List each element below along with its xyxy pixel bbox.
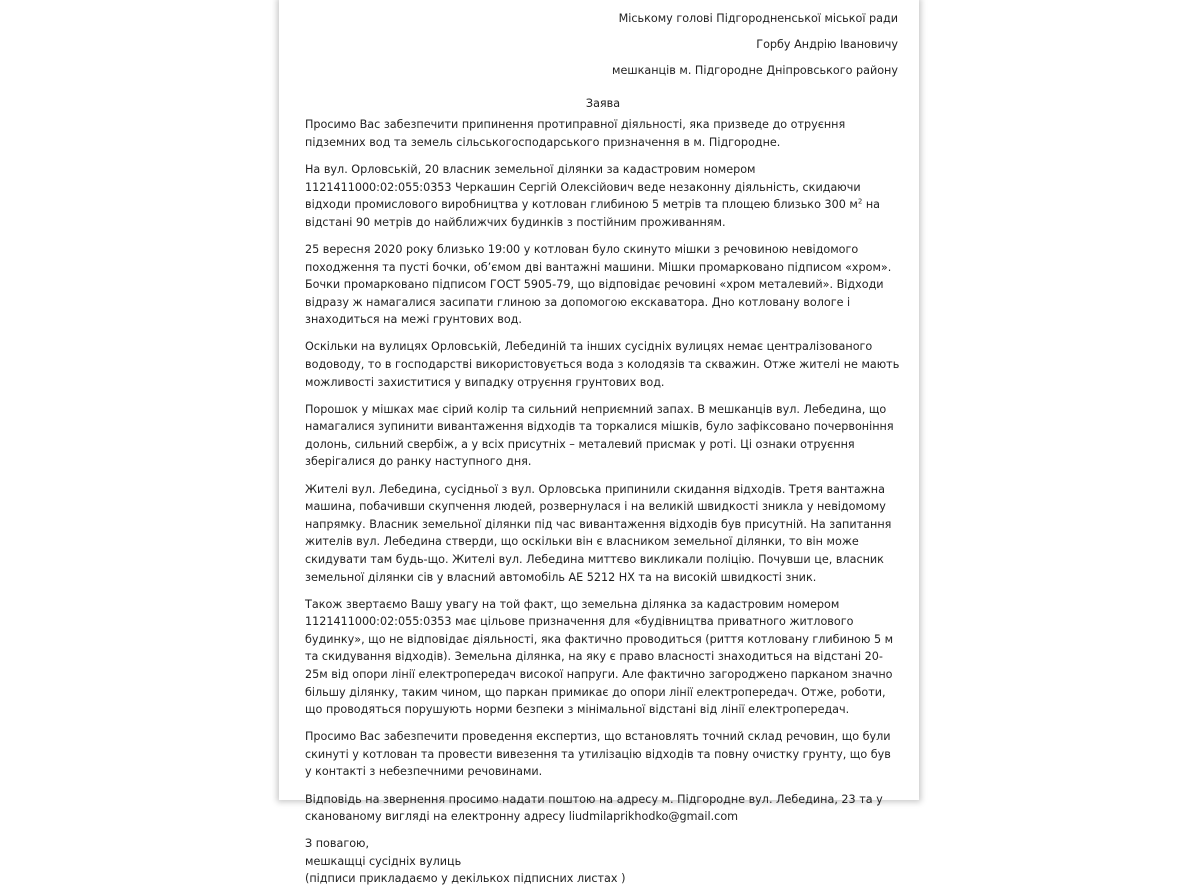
addressee-line-2: Горбу Андрію Івановичу bbox=[756, 38, 898, 52]
document-body bbox=[305, 10, 901, 888]
document-page bbox=[279, 0, 919, 886]
paragraph-expertise-request: Просимо Вас забезпечити проведення експертиз, що встановлять точний склад речовин, що були скинуті у котлован та провести вивезення та утилізацію відходів та повну очистку грунту, що був у контакті з небезпечними речовинами. bbox=[305, 730, 891, 779]
paragraph-land-purpose: Також звертаємо Вашу увагу на той факт, що земельна ділянка за кадастровим номером 1121411000:02:055:0353 має цільове призначення для «будівництва приватного житлового будинку», що не відповідає діяльності, яка фактично проводиться (риття котловану глибиною 5 м та скидування відходів). Земельна ділянка, на яку є право власності знаходиться на відстані 20-25м від опори лінії електропередач високої напруги. Але фактично загороджено парканом значно більшу ділянку, таким чином, що паркан примикає до опори лінії електропередач. Отже, роботи, що проводяться порушують норми безпеки з мінімальної відстані від лінії електропередач. bbox=[305, 597, 894, 717]
document-title: Заява bbox=[585, 96, 621, 110]
square-meter-superscript: 2 bbox=[857, 197, 863, 206]
signature-block bbox=[305, 835, 901, 888]
paragraph-incident: 25 вересня 2020 року близько 19:00 у котлован було скинуто мішки з речовиною невідомого походження та пусті бочки, об’ємом дві вантажні машини. Мішки промарковано підписом «хром». Бочки промарковано підписом ГОСТ 5905-79, що відповідає речовині «хром металевий». Відходи відразу ж намагалися засипати глиною за допомогою екскаватора. Дно котловану вологе і знаходиться на межі грунтових вод. bbox=[305, 242, 892, 327]
paragraph-reply-address: Відповідь на звернення просимо надати поштою на адресу м. Підгородне вул. Лебедина, 23 та у сканованому вигляді на електронну адресу liudmilaprikhodko@gmail.com bbox=[305, 792, 883, 824]
paragraph-request: Просимо Вас забезпечити припинення протиправної діяльності, яка призведе до отруєння підземних вод та земель сільськогосподарського призначення в м. Підгородне. bbox=[305, 118, 846, 149]
paragraph-residents-action: Жителі вул. Лебедина, сусідньої з вул. Орловська припинили скидання відходів. Третя вантажна машина, побачивши скупчення людей, розвернулася і на великій швидкості зникла у невідомому напрямку. Власник земельної ділянки під час вивантаження відходів був присутній. На запитання жителів вул. Лебедина стверди, що оскільки він є власником земельної ділянки, то він може скидувати там будь-що. Жителі вул. Лебедина миттєво викликали поліцію. Почувши це, власник земельної ділянки сів у власний автомобіль АЕ 5212 НХ та на високій швидкості зник. bbox=[305, 482, 892, 584]
paragraph-violation-text-end: на відстані 90 метрів до найближчих будинків з постійним проживанням. bbox=[305, 198, 881, 229]
paragraph-symptoms: Порошок у мішках має сірий колір та сильний неприємний запах. В мешканців вул. Лебедина, що намагалися зупинити вивантаження відходів та торкалися мішків, було зафіксовано почервоніння долонь, сильний свербіж, а у всіх присутніх – металевий присмак у роті. Ці ознаки отруєння зберігалися до ранку наступного дня. bbox=[305, 402, 894, 469]
paragraph-violation bbox=[305, 161, 901, 231]
signature-note: (підписи прикладаємо у декількох підписних листах ) bbox=[305, 872, 626, 886]
paragraph-violation-text: На вул. Орловській, 20 власник земельної ділянки за кадастровим номером 1121411000:02:055:0353 Черкашин Сергій Олексійович веде незаконну діяльність, скидаючи відходи промислового виробництва у котлован глибиною 5 метрів та площею близько 300 м bbox=[305, 163, 861, 212]
paragraph-water-supply: Оскільки на вулицях Орловській, Лебединій та інших сусідніх вулицях немає централізованого водоводу, то в господарстві використовується вода з колодязів та скважин. Отже жителі не мають можливості захиститися у випадку отруєння грунтових вод. bbox=[305, 340, 900, 389]
addressee-line-3: мешканців м. Підгородне Дніпровського району bbox=[612, 64, 898, 78]
signature-regards: З повагою, bbox=[305, 837, 370, 851]
addressee-line-1: Міському голові Підгородненської міської ради bbox=[618, 12, 898, 25]
signature-signers: мешкащці сусідніх вулиць bbox=[305, 854, 462, 868]
